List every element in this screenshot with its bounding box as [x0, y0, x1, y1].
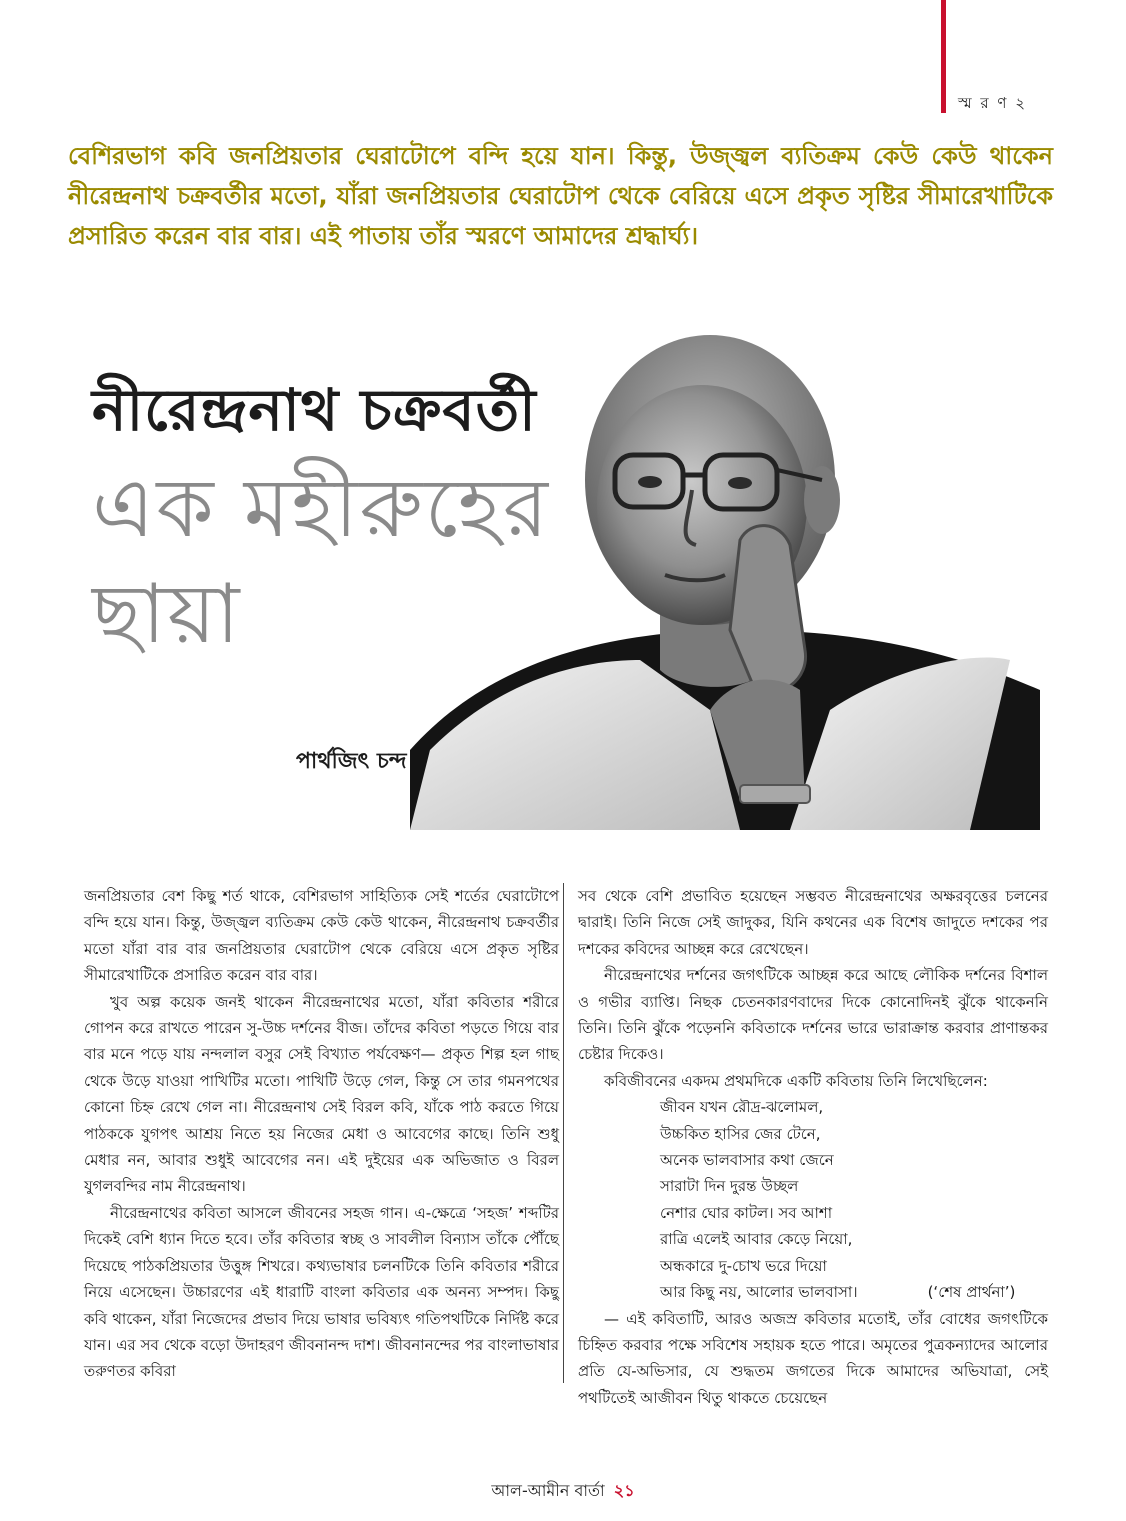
- poem-quote: [660, 1094, 1048, 1305]
- page-footer: [0, 1478, 1126, 1505]
- paragraph: — এই কবিতাটি, আরও অজস্র কবিতার মতোই, তাঁর বোধের জগৎটিকে চিহ্নিত করবার পক্ষে সবিশেষ সহায়ক হতে পারে। অমৃতের পুত্রকন্যাদের আলোর প্রতি যে-অভিসার, যে শুদ্ধতম জগতের দিকে আমাদের অভিযাত্রা, সেই পথটিতেই আজীবন থিতু থাকতে চেয়েছেন: [578, 1309, 1048, 1407]
- paragraph: নীরেন্দ্রনাথের কবিতা আসলে জীবনের সহজ গান। এ-ক্ষেত্রে ‘সহজ’ শব্দটির দিকেই বেশি ধ্যান দিতে হবে। তাঁর কবিতার স্বচ্ছ ও সাবলীল বিন্যাস তাঁকে পৌঁছে দিয়েছে পাঠকপ্রিয়তার উত্তুঙ্গ শিখরে। কথ্যভাষার চলনটিকে তিনি কবিতার শরীরে নিয়ে এসেছেন। উচ্চারণের এই ধারাটি বাংলা কবিতার এক অনন্য সম্পদ। কিছু কবি থাকেন, যাঁরা নিজেদের প্রভাব দিয়ে ভাষার ভবিষ্যৎ গতিপথটিকে নির্দিষ্ট করে যান। এর সব থেকে বড়ো উদাহরণ জীবনানন্দ দাশ। জীবনানন্দের পর বাংলাভাষার তরুণতর কবিরা: [84, 1203, 559, 1381]
- page-number: ২১: [613, 1481, 635, 1500]
- poem-source: (‘শেষ প্রার্থনা’): [927, 1283, 1016, 1302]
- paragraph: সব থেকে বেশি প্রভাবিত হয়েছেন সম্ভবত নীরেন্দ্রনাথের অক্ষরবৃত্তের চলনের দ্বারাই। তিনি নিজে সেই জাদুকর, যিনি কথনের এক বিশেষ জাদুতে দশকের পর দশকের কবিদের আচ্ছন্ন করে রেখেছেন।: [578, 887, 1048, 958]
- title-line-3: ছায়া: [92, 567, 242, 662]
- section-tag: স্ম র ণ ২: [958, 94, 1027, 112]
- poem-line: নেশার ঘোর কাটল। সব আশা: [660, 1203, 833, 1222]
- title-line-2: এক মহীরুহের: [92, 461, 550, 556]
- column-divider: [563, 883, 564, 1383]
- article-right-column: [578, 883, 1048, 1411]
- poem-last-line-row: [660, 1279, 1048, 1305]
- poet-portrait: [410, 330, 1040, 830]
- paragraph: কবিজীবনের একদম প্রথমদিকে একটি কবিতায় তিনি লিখেছিলেন:: [604, 1071, 988, 1090]
- article-left-column: [84, 883, 559, 1385]
- header-accent-bar: [941, 0, 946, 113]
- intro-text: বেশিরভাগ কবি জনপ্রিয়তার ঘেরাটোপে বন্দি হয়ে যান। কিন্তু, উজ্জ্বল ব্যতিক্রম কেউ কেউ থাকেন নীরেন্দ্রনাথ চক্রবর্তীর মতো, যাঁরা জনপ্রিয়তার ঘেরাটোপ থেকে বেরিয়ে এসে প্রকৃত সৃষ্টির সীমারেখাটিকে প্রসারিত করেন বার বার। এই পাতায় তাঁর স্মরণে আমাদের শ্রদ্ধার্ঘ্য।: [68, 142, 1053, 250]
- poem-line: অন্ধকারে দু-চোখ ভরে দিয়ো: [660, 1256, 827, 1275]
- poem-line: জীবন যখন রৌদ্র-ঝলোমল,: [660, 1098, 824, 1117]
- poem-line: রাত্রি এলেই আবার কেড়ে নিয়ো,: [660, 1230, 853, 1249]
- magazine-name: আল-আমীন বার্তা: [491, 1481, 605, 1500]
- paragraph: নীরেন্দ্রনাথের দর্শনের জগৎটিকে আচ্ছন্ন করে আছে লৌকিক দর্শনের বিশাল ও গভীর ব্যাপ্তি। নিছক চেতনকারণবাদের দিকে কোনোদিনই ঝুঁকে থাকেননি তিনি। তিনি ঝুঁকে পড়েননি কবিতাকে দর্শনের ভারে ভারাক্রান্ত করবার প্রাণান্তকর চেষ্টার দিকেও।: [578, 966, 1048, 1064]
- poem-line: আর কিছু নয়, আলোর ভালবাসা।: [660, 1283, 858, 1302]
- title-name: নীরেন্দ্রনাথ চক্রবর্তী: [92, 376, 537, 444]
- paragraph: খুব অল্প কয়েক জনই থাকেন নীরেন্দ্রনাথের মতো, যাঁরা কবিতার শরীরে গোপন করে রাখতে পারেন সু-উচ্চ দর্শনের বীজ। তাঁদের কবিতা পড়তে গিয়ে বার বার মনে পড়ে যায় নন্দলাল বসুর সেই বিখ্যাত পর্যবেক্ষণ— প্রকৃত শিল্প হল গাছ থেকে উড়ে যাওয়া পাখিটির মতো। পাখিটি উড়ে গেল, কিন্তু সে তার গমনপথের কোনো চিহ্ন রেখে গেল না। নীরেন্দ্রনাথ সেই বিরল কবি, যাঁকে পাঠ করতে গিয়ে পাঠককে যুগপৎ আশ্রয় নিতে হয় নিজের মেধা ও আবেগের কাছে। তিনি শুধু মেধার নন, আবার শুধুই আবেগের নন। এই দুইয়ের এক অভিজাত ও বিরল যুগলবন্দির নাম নীরেন্দ্রনাথ।: [84, 992, 559, 1196]
- poem-line: উচ্চকিত হাসির জের টেনে,: [660, 1124, 821, 1143]
- poem-line: অনেক ভালবাসার কথা জেনে: [660, 1151, 834, 1170]
- author-name: পার্থজিৎ চন্দ: [296, 749, 407, 774]
- paragraph: জনপ্রিয়তার বেশ কিছু শর্ত থাকে, বেশিরভাগ সাহিত্যিক সেই শর্তের ঘেরাটোপে বন্দি হয়ে যান। কিন্তু, উজ্জ্বল ব্যতিক্রম কেউ কেউ থাকেন, নীরেন্দ্রনাথ চক্রবর্তীর মতো যাঁরা বার বার জনপ্রিয়তার ঘেরাটোপ থেকে বেরিয়ে এসে প্রকৃত সৃষ্টির সীমারেখাটিকে প্রসারিত করেন বার বার।: [84, 887, 559, 985]
- poem-line: সারাটা দিন দুরন্ত উচ্ছল: [660, 1177, 799, 1196]
